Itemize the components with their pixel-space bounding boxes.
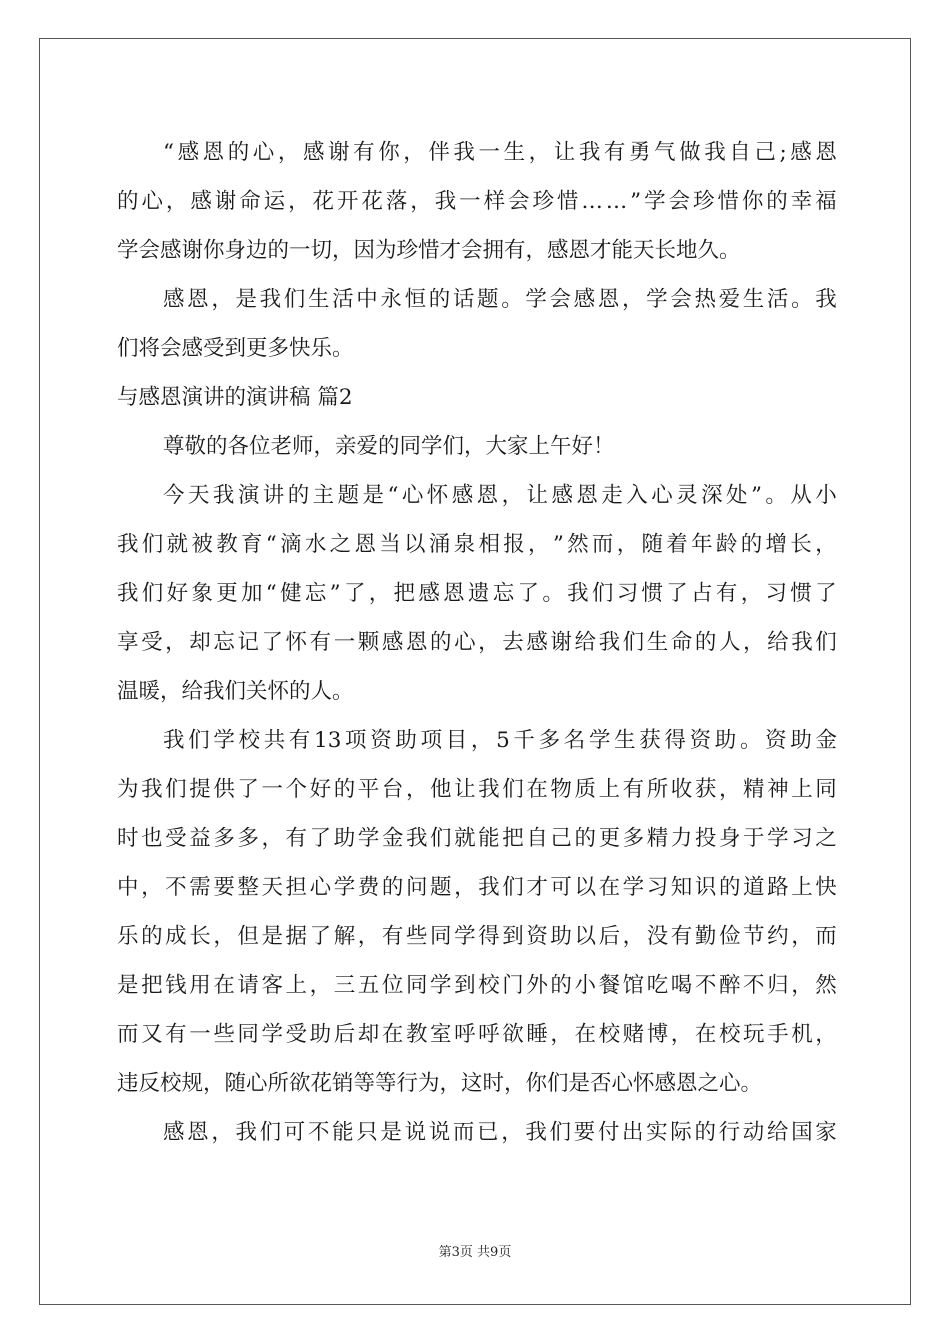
- text-line: 为 我 们 提 供 了 一 个 好 的 平 台 ， 他 让 我 们 在 物 质 上 有 所 收 获 ， 精 神 上 同: [117, 777, 837, 802]
- text-line: 感 恩 ， 是 我 们 生 活 中 永 恒 的 话 题 。 学 会 感 恩 ， 学 会 热 爱 生 活 。 我: [163, 287, 837, 312]
- document-body: [117, 128, 837, 1157]
- text-line: 而 又 有 一 些 同 学 受 助 后 却 在 教 室 呼 呼 欲 睡 ， 在 校 赌 博 ， 在 校 玩 手 机 ，: [117, 1022, 837, 1047]
- text-line: 的 心 ， 感 谢 命 运 ， 花 开 花 落 ， 我 一 样 会 珍 惜 … … ” 学 会 珍 惜 你 的 幸 福: [117, 189, 837, 214]
- page-number: 第3页 共9页: [438, 1245, 512, 1260]
- text-line: 我 们 学 校 共 有 13 项 资 助 项 目 ， 5 千 多 名 学 生 获 得 资 助 。 资 助 金: [163, 728, 837, 753]
- text-line: 我 们 就 被 教 育 “ 滴 水 之 恩 当 以 涌 泉 相 报 ， ” 然 而 ， 随 着 年 龄 的 增 长 ，: [117, 532, 837, 557]
- text-line: 乐 的 成 长 ， 但 是 据 了 解 ， 有 些 同 学 得 到 资 助 以 后 ， 没 有 勤 俭 节 约 ， 而: [117, 924, 837, 949]
- text-line: 享 受 ， 却 忘 记 了 怀 有 一 颗 感 恩 的 心 ， 去 感 谢 给 我 们 生 命 的 人 ， 给 我 们: [117, 630, 837, 655]
- section-heading: 与感恩演讲的演讲稿 篇2: [117, 385, 353, 410]
- text-line: “ 感 恩 的 心 ， 感 谢 有 你 ， 伴 我 一 生 ， 让 我 有 勇 气 做 我 自 己 ; 感 恩: [163, 140, 837, 165]
- text-line: 学会感谢你身边的一切，因为珍惜才会拥有，感恩才能天长地久。: [117, 238, 741, 263]
- text-line: 今 天 我 演 讲 的 主 题 是 “ 心 怀 感 恩 ， 让 感 恩 走 入 心 灵 深 处 ” 。 从 小: [163, 483, 837, 508]
- text-line: 中 ， 不 需 要 整 天 担 心 学 费 的 问 题 ， 我 们 才 可 以 在 学 习 知 识 的 道 路 上 快: [117, 875, 837, 900]
- text-line: 是 把 钱 用 在 请 客 上 ， 三 五 位 同 学 到 校 门 外 的 小 餐 馆 吃 喝 不 醉 不 归 ， 然: [117, 973, 837, 998]
- text-line: 温暖，给我们关怀的人。: [117, 679, 354, 704]
- text-line: 感 恩 ， 我 们 可 不 能 只 是 说 说 而 已 ， 我 们 要 付 出 实 际 的 行 动 给 国 家: [163, 1120, 837, 1145]
- text-line: 时 也 受 益 多 多 ， 有 了 助 学 金 我 们 就 能 把 自 己 的 更 多 精 力 投 身 于 学 习 之: [117, 826, 837, 851]
- text-line: 们将会感受到更多快乐。: [117, 336, 354, 361]
- text-line: 尊敬的各位老师，亲爱的同学们，大家上午好！: [163, 434, 615, 459]
- text-line: 违反校规，随心所欲花销等等行为，这时，你们是否心怀感恩之心。: [117, 1071, 763, 1096]
- text-line: 我 们 好 象 更 加 “ 健 忘 ” 了 ， 把 感 恩 遗 忘 了 。 我 们 习 惯 了 占 有 ， 习 惯 了: [117, 581, 837, 606]
